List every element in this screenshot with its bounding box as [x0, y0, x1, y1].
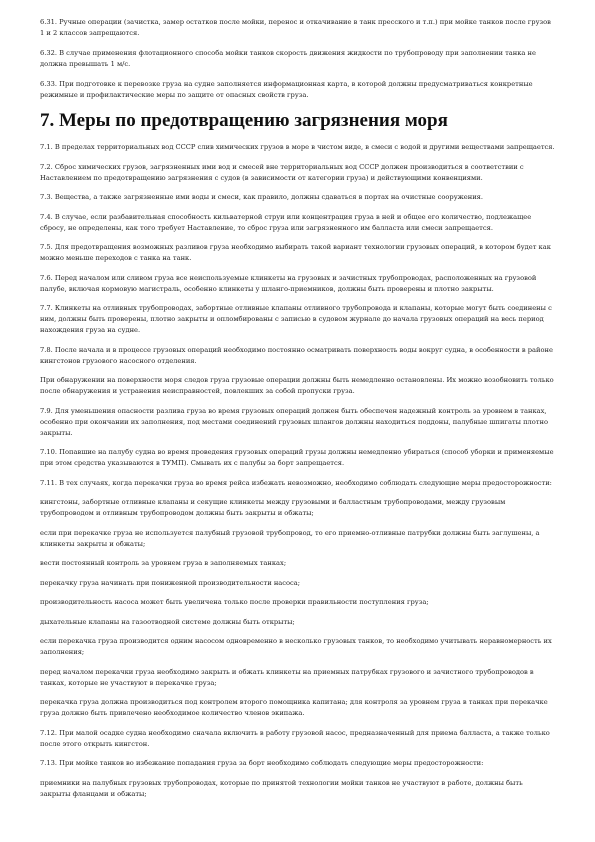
paragraph-6-31: 6.31. Ручные операции (зачистка, замер остатков после мойки, перенос и откачивание в танк пресского и т.п.) при мойке танков после грузов 1 и 2 классов запрещаются. [40, 18, 551, 37]
list-item: перекачка груза должна производиться под контролем второго помощника капитана; для контроля за уровнем груза в танках при перекачке груза должно быть привлечено необходимое количество членов экипажа. [40, 698, 548, 717]
paragraph-7-5: 7.5. Для предотвращения возможных разливов груза необходимо выбирать такой вариант технологии грузовых операций, в котором будет как можно меньше переходов с танка на танк. [40, 243, 551, 262]
paragraph-7-7: 7.7. Клинкеты на отливных трубопроводах, забортные отливные клапаны отливного трубопровода и клапаны, которые могут быть соединены с ним, должны быть проверены, плотно закрыты и опломбированы с записью в судовом журнале до начала грузовых операций на весь период нахождения груза на судне. [40, 304, 552, 334]
paragraph-7-11: 7.11. В тех случаях, когда перекачки груза во время рейса избежать невозможно, необходимо соблюдать следующие меры предосторожности: [40, 478, 552, 487]
paragraph-7-2: 7.2. Сброс химических грузов, загрязненных ими вод и смесей вне территориальных вод СССР должен производиться в соответствии с Наставлением по предотвращению загрязнения с судов (в зависимости от категории груза) и действующими конвенциями. [40, 162, 524, 182]
paragraph-7-13: 7.13. При мойке танков во избежание попадания груза за борт необходимо соблюдать следующие меры предосторожности: [40, 759, 484, 767]
list-item: приемники на палубных грузовых трубопроводах, которые по принятой технологии мойки танков не участвуют в работе, должны быть закрыты фланцами и обжаты; [40, 778, 523, 798]
list-item: если при перекачке груза не используется палубный грузовой трубопровод, то его приемно-отливные патрубки должны быть заглушены, а клинкеты закрыты и обжаты; [40, 528, 540, 548]
paragraph-7-3: 7.3. Вещества, а также загрязненные ими воды и смеси, как правило, должны сдаваться в портах на очистные сооружения. [40, 193, 483, 201]
paragraph-6-33: 6.33. При подготовке к перевозке груза на судне заполняется информационная карта, в которой должны предусматриваться конкретные режимные и профилактические меры по защите от опасных свойств груза. [40, 80, 533, 99]
paragraph-7-8: 7.8. После начала и в процессе грузовых операций необходимо постоянно осматривать поверхность воды вокруг судна, в особенности в районе кингстонов грузового насосного отделения. [40, 345, 553, 365]
list-item: перед началом перекачки груза необходимо закрыть и обжать клинкеты на приемных патрубках грузового и зачистного трубопроводов в танках, которые не участвуют в перекачке груза; [40, 667, 534, 687]
section-heading: 7. Меры по предотвращению загрязнения моря [40, 110, 448, 131]
paragraph-7-6: 7.6. Перед началом или сливом груза все неиспользуемые клинкеты на грузовых и зачистных трубопроводах, расположенных на грузовой палубе, включая кормовую магистраль, особенно клинкеты у шланго-приемников, должны быть проверены и плотно закрыты. [40, 273, 537, 293]
paragraph-7-10: 7.10. Попавшие на палубу судна во время проведения грузовых операций грузы должны немедленно убираться (способ уборки и применяемые при этом средства указываются в ТУМП). Смывать их с палубы за борт запрещается. [40, 448, 554, 467]
list-item: вести постоянный контроль за уровнем груза в заполняемых танках; [40, 559, 287, 567]
list-item: дыхательные клапаны на газоотводной системе должны быть открыты; [40, 617, 295, 626]
list-item: кингстоны, забортные отливные клапаны и секущие клинкеты между грузовыми и балластным трубопроводами, между грузовым трубопроводом и отливным трубопроводом должны быть закрыты и обжаты; [40, 498, 506, 517]
paragraph-7-9: 7.9. Для уменьшения опасности разлива груза во время грузовых операций должен быть обеспечен надежный контроль за уровнем в танках, особенно при окончании их заполнения, под местами соединений грузовых шлангов должны находиться поддоны, палубные шпигаты плотно закрыты. [40, 406, 548, 437]
paragraph-6-32: 6.32. В случае применения флотационного способа мойки танков скорость движения жидкости по трубопроводу при заполнении танка не должна превышать 1 м/с. [40, 49, 536, 68]
list-item: перекачку груза начинать при пониженной производительности насоса; [40, 578, 301, 587]
paragraph-7-12: 7.12. При малой осадке судна необходимо сначала включить в работу грузовой насос, предназначенный для приема балласта, а также только после этого открыть кингстон. [40, 728, 550, 748]
paragraph-7-8-cont: При обнаружении на поверхности моря следов груза грузовые операции должны быть немедленно остановлены. Их можно возобновить только после обнаружения и устранения неисправностей, повлекших за собой пропуски груза. [40, 376, 554, 395]
paragraph-7-1: 7.1. В пределах территориальных вод СССР слив химических грузов в море в чистом виде, в смеси с водой и другими веществами запрещается. [40, 143, 555, 151]
list-item: если перекачка груза производится одним насосом одновременно в несколько грузовых танков, то необходимо учитывать неравномерность их заполнения; [40, 637, 552, 656]
list-item: производительность насоса может быть увеличена только после проверки правильности поступления груза; [40, 598, 429, 606]
paragraph-7-4: 7.4. В случае, если разбавительная способность кильватерной струи или концентрация груза в ней и общее его количество, подлежащее сбросу, не определены, как того требует Наставление, то сброс груза или загрязненного им балласта или смеси запрещается. [40, 212, 532, 232]
